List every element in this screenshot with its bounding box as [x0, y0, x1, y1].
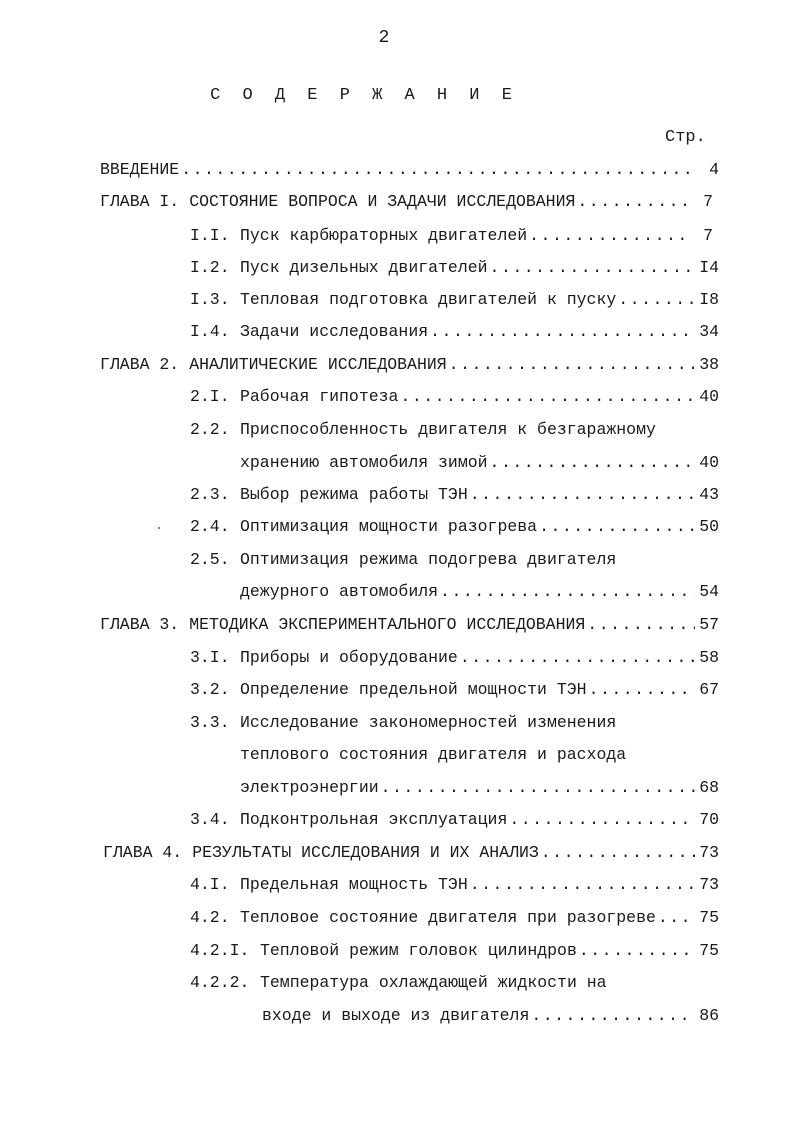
- toc-entry-text: Тепловая подготовка двигателей к пуску: [240, 290, 617, 309]
- toc-entry-number: 2.3.: [190, 485, 230, 504]
- toc-entry-text: Исследование закономерностей изменения: [240, 713, 617, 732]
- toc-entry-1-2: [190, 256, 719, 280]
- toc-entry-text: Подконтрольная эксплуатация: [240, 810, 508, 829]
- toc-entry-chapter-1: [100, 190, 713, 214]
- toc-entry-page: 57: [699, 615, 719, 634]
- toc-entry-3-3-second-line: [240, 743, 626, 767]
- toc-entry-text: Определение предельной мощности ТЭН: [240, 680, 587, 699]
- leader-dots: [470, 873, 695, 897]
- toc-entry-text: Задачи исследования: [240, 322, 429, 341]
- scan-speck: [158, 527, 160, 529]
- toc-entry-number: 2.I.: [190, 387, 230, 406]
- toc-entry-2-5-first-line: [190, 548, 616, 572]
- toc-entry-text: МЕТОДИКА ЭКСПЕРИМЕНТАЛЬНОГО ИССЛЕДОВАНИЯ: [189, 615, 586, 634]
- leader-dots: [509, 808, 695, 832]
- toc-entry-text-continued: электроэнергии: [240, 778, 379, 797]
- toc-entry-text: АНАЛИТИЧЕСКИЕ ИССЛЕДОВАНИЯ: [189, 355, 447, 374]
- toc-entry-page: 75: [699, 908, 719, 927]
- toc-entry-2-2: [240, 451, 719, 475]
- toc-title: С О Д Е Р Ж А Н И Е: [210, 86, 518, 105]
- toc-entry-page: 75: [699, 941, 719, 960]
- toc-entry-number: 3.2.: [190, 680, 230, 699]
- toc-entry-4-2-2-first-line: [190, 971, 607, 995]
- toc-entry-text: Пуск карбюраторных двигателей: [240, 226, 528, 245]
- toc-entry-4-2: [190, 906, 719, 930]
- toc-entry-text: Температура охлаждающей жидкости на: [260, 973, 607, 992]
- toc-entry-page: 40: [699, 453, 719, 472]
- toc-entry-number: 3.I.: [190, 648, 230, 667]
- toc-entry-text: Тепловое состояние двигателя при разогреве: [240, 908, 656, 927]
- toc-entry-number: 4.I.: [190, 875, 230, 894]
- toc-entry-chapter-3: [100, 613, 719, 637]
- toc-entry-text: СОСТОЯНИЕ ВОПРОСА И ЗАДАЧИ ИССЛЕДОВАНИЯ: [189, 192, 576, 211]
- toc-entry-text-continued: теплового состояния двигателя и расхода: [240, 745, 627, 764]
- toc-entry-text-continued: дежурного автомобиля: [240, 582, 439, 601]
- toc-entry-text: Приборы и оборудование: [240, 648, 458, 667]
- toc-entry-3-3-first-line: [190, 711, 616, 735]
- leader-dots: [618, 288, 695, 312]
- toc-entry-text: Пуск дизельных двигателей: [240, 258, 488, 277]
- toc-entry-page: 70: [699, 810, 719, 829]
- toc-entry-number: ГЛАВА 4.: [103, 843, 183, 862]
- leader-dots: [579, 939, 695, 963]
- toc-entry-number: 3.3.: [190, 713, 230, 732]
- toc-entry-2-1: [190, 385, 719, 409]
- toc-entry-2-3: [190, 483, 719, 507]
- toc-entry-2-4: [190, 515, 719, 539]
- toc-entry-text-continued: входе и выходе из двигателя: [262, 1006, 530, 1025]
- toc-entry-page: 73: [699, 843, 719, 862]
- toc-entry-number: I.3.: [190, 290, 230, 309]
- toc-entry-text: Оптимизация режима подогрева двигателя: [240, 550, 617, 569]
- toc-entry-number: 4.2.2.: [190, 973, 250, 992]
- leader-dots: [400, 385, 695, 409]
- toc-entry-page: 7: [703, 192, 713, 211]
- toc-entry-number: ГЛАВА I.: [100, 192, 180, 211]
- toc-entry-text: Тепловой режим головок цилиндров: [260, 941, 577, 960]
- toc-entry-page: 50: [699, 517, 719, 536]
- toc-entry-number: I.4.: [190, 322, 230, 341]
- toc-entry-2-2-first-line: [190, 418, 656, 442]
- toc-entry-3-3: [240, 776, 719, 800]
- toc-entry-1-3: [190, 288, 719, 312]
- toc-entry-3-4: [190, 808, 719, 832]
- toc-entry-page: 43: [699, 485, 719, 504]
- leader-dots: [430, 320, 695, 344]
- leader-dots: [490, 451, 695, 475]
- toc-entry-text: Оптимизация мощности разогрева: [240, 517, 538, 536]
- toc-entry-page: 7: [703, 226, 713, 245]
- leader-dots: [381, 776, 695, 800]
- toc-entry-text: РЕЗУЛЬТАТЫ ИССЛЕДОВАНИЯ И ИХ АНАЛИЗ: [192, 843, 539, 862]
- toc-entry-1-1: [190, 224, 713, 248]
- leader-dots: [490, 256, 695, 280]
- leader-dots: [460, 646, 695, 670]
- toc-entry-number: I.I.: [190, 226, 230, 245]
- toc-entry-text-continued: хранению автомобиля зимой: [240, 453, 488, 472]
- toc-entry-page: 34: [699, 322, 719, 341]
- toc-entry-3-2: [190, 678, 719, 702]
- leader-dots: [440, 580, 695, 604]
- leader-dots: [658, 906, 695, 930]
- toc-entry-page: 67: [699, 680, 719, 699]
- toc-entry-3-1: [190, 646, 719, 670]
- toc-entry-text: Выбор режима работы ТЭН: [240, 485, 468, 504]
- toc-entry-text: Приспособленность двигателя к безгаражному: [240, 420, 656, 439]
- toc-entry-number: 2.4.: [190, 517, 230, 536]
- toc-entry-number: I.2.: [190, 258, 230, 277]
- toc-entry-text: ВВЕДЕНИЕ: [100, 160, 180, 179]
- toc-entry-number: 3.4.: [190, 810, 230, 829]
- toc-entry-page: 54: [699, 582, 719, 601]
- toc-entry-introduction: [100, 158, 719, 182]
- toc-entry-4-2-2: [262, 1004, 719, 1028]
- toc-entry-number: 4.2.I.: [190, 941, 250, 960]
- leader-dots: [577, 190, 689, 214]
- leader-dots: [529, 224, 689, 248]
- leader-dots: [181, 158, 695, 182]
- toc-entry-text: Предельная мощность ТЭН: [240, 875, 468, 894]
- page-column-label: Стр.: [665, 128, 706, 147]
- toc-entry-number: ГЛАВА 2.: [100, 355, 180, 374]
- toc-entry-page: 40: [699, 387, 719, 406]
- toc-entry-number: 2.2.: [190, 420, 230, 439]
- leader-dots: [587, 613, 695, 637]
- toc-entry-page: 73: [699, 875, 719, 894]
- page-number: 2: [378, 28, 390, 48]
- toc-entry-chapter-4: [103, 841, 719, 865]
- toc-entry-chapter-2: [100, 353, 719, 377]
- toc-entry-page: 38: [699, 355, 719, 374]
- toc-entry-page: 4: [709, 160, 719, 179]
- toc-entry-number: 4.2.: [190, 908, 230, 927]
- toc-entry-number: ГЛАВА 3.: [100, 615, 180, 634]
- toc-entry-text: Рабочая гипотеза: [240, 387, 399, 406]
- toc-entry-number: 2.5.: [190, 550, 230, 569]
- toc-entry-page: I8: [699, 290, 719, 309]
- leader-dots: [541, 841, 695, 865]
- toc-entry-4-1: [190, 873, 719, 897]
- toc-entry-page: 86: [699, 1006, 719, 1025]
- toc-entry-4-2-1: [190, 939, 719, 963]
- toc-entry-page: 58: [699, 648, 719, 667]
- leader-dots: [449, 353, 695, 377]
- leader-dots: [531, 1004, 695, 1028]
- leader-dots: [539, 515, 695, 539]
- toc-entry-page: 68: [699, 778, 719, 797]
- toc-entry-2-5: [240, 580, 719, 604]
- toc-entry-page: I4: [699, 258, 719, 277]
- leader-dots: [470, 483, 695, 507]
- leader-dots: [589, 678, 695, 702]
- toc-entry-1-4: [190, 320, 719, 344]
